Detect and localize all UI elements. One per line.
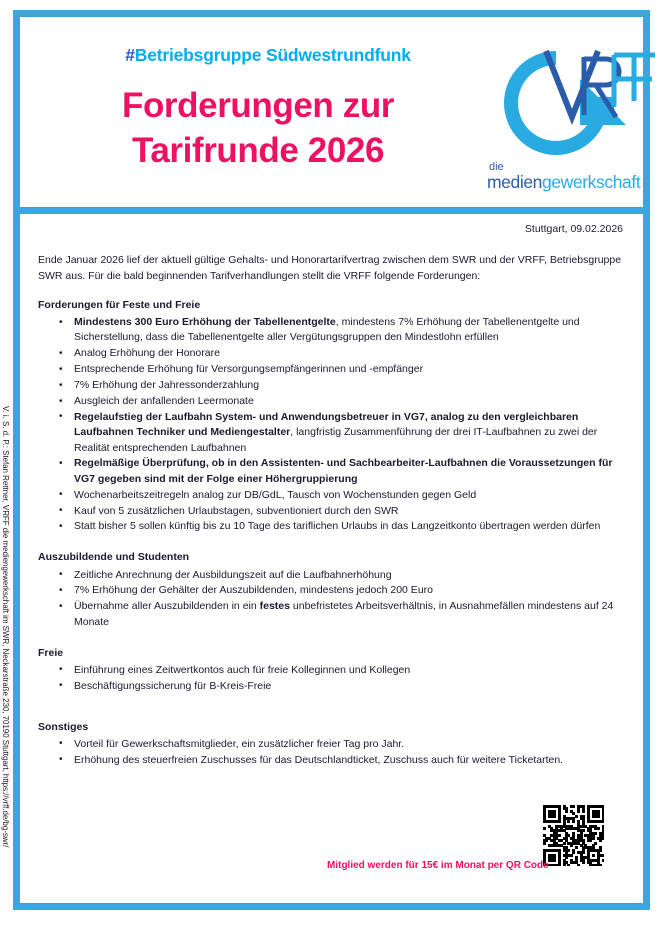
- logo-tagline-gewerkschaft: gewerkschaft: [542, 172, 641, 192]
- list-item: [38, 737, 623, 752]
- membership-call-to-action: Mitglied werden für 15€ im Monat per QR Code: [327, 860, 549, 871]
- qr-code-icon[interactable]: [543, 805, 604, 866]
- list-item: [38, 583, 623, 598]
- intro-paragraph: Ende Januar 2026 lief der aktuell gültige Gehalts- und Honorartarifvertrag zwischen dem SWR und der VRFF, Betriebsgruppe SWR aus. Für die bald beginnenden Tarifverhandlungen stellt die VRFF folgende Forderungen:: [38, 254, 622, 282]
- list-item-text: Kauf von 5 zusätzlichen Urlaubstagen, subventioniert durch den SWR: [74, 504, 399, 517]
- list-item: [38, 504, 623, 519]
- list-item: [38, 346, 623, 361]
- list-freie: [38, 663, 623, 694]
- list-item-text: Ausgleich der anfallenden Leermonate: [74, 395, 254, 408]
- header-banner: [20, 17, 643, 207]
- list-feste-freie: [38, 315, 623, 535]
- logo-tagline-die: die: [489, 161, 504, 173]
- body-content: [38, 222, 623, 769]
- logo-tagline-medien: medien: [487, 172, 542, 192]
- list-item-text: Zeitliche Anrechnung der Ausbildungszeit auf die Laufbahnerhöhung: [74, 568, 392, 581]
- list-item: [38, 394, 623, 409]
- list-item-text: Beschäftigungssicherung für B-Kreis-Freie: [74, 679, 272, 692]
- page-title-line-1: Forderungen zur: [121, 86, 395, 125]
- list-item: [38, 315, 623, 346]
- list-item: [38, 599, 623, 630]
- list-item-bold: Regelaufstieg der Laufbahn System- und Anwendungsbetreuer in VG7, analog zu den vergleichbaren Laufbahnen Techniker und Mediengestalter: [74, 410, 579, 439]
- list-item-text: Statt bisher 5 sollen künftig bis zu 10 Tage des tariflichen Urlaubs in das Langzeitkonto übertragen werden dürfen: [74, 520, 601, 533]
- imprint-vertical-text: V. i. S. d. P.: Stefan Rettner, VRFF die mediengewerkschaft im SWR, Neckarstraße 230, 70190 Stuttgart, https://vrff.de/bg-swr/: [1, 406, 10, 848]
- place-and-date: Stuttgart, 09.02.2026: [524, 223, 623, 235]
- list-item-text: Erhöhung des steuerfreien Zuschusses für das Deutschlandticket, Zuschuss auch für weitere Ticketarten.: [74, 753, 564, 766]
- logo-tagline-word: [487, 173, 657, 192]
- list-item-bold: festes: [259, 600, 290, 613]
- list-item-text: Wochenarbeitszeitregeln analog zur DB/GdL, Tausch von Wochenstunden gegen Geld: [74, 488, 477, 501]
- list-item-bold: Mindestens 300 Euro Erhöhung der Tabellenentgelte: [74, 316, 336, 329]
- hashtag-text: Betriebsgruppe Südwestrundfunk: [134, 45, 411, 65]
- page-title: [48, 83, 468, 173]
- section-heading-feste-freie: Forderungen für Feste und Freie: [38, 298, 201, 311]
- hashtag-line: [68, 45, 468, 66]
- list-item-text: 7% Erhöhung der Gehälter der Auszubildenden, mindestens jedoch 200 Euro: [74, 584, 433, 597]
- spacer: [38, 631, 623, 646]
- list-item-text: , mindestens 7% Erhöhung der Tabellenentgelte und Sicherstellung, dass die Tabellenentgelte aller Vergütungsgruppen den Mindestlohn erfüllen: [74, 316, 580, 344]
- list-item-text: Analog Erhöhung der Honorare: [74, 347, 220, 360]
- list-item: [38, 663, 623, 678]
- list-item-bold: Regelmäßige Überprüfung, ob in den Assistenten- und Sachbearbeiter-Laufbahnen die Voraussetzungen für VG7 gegeben sind mit der Folge einer Höhergruppierung: [74, 457, 613, 485]
- list-item-text: Einführung eines Zeitwertkontos auch für freie Kolleginnen und Kollegen: [74, 663, 411, 676]
- list-item: [38, 568, 623, 583]
- section-heading-sonstiges: Sonstiges: [38, 720, 89, 733]
- qr-code-canvas: [543, 805, 604, 866]
- spacer: [38, 695, 623, 720]
- list-item: [38, 753, 623, 768]
- list-item-text-post: unbefristetes Arbeitsverhältnis, in Ausnahmefällen mindestens auf 24 Monate: [74, 600, 614, 628]
- list-item: [38, 362, 623, 377]
- list-item-text-pre: Übernahme aller Auszubildenden in ein: [74, 600, 260, 613]
- spacer: [38, 535, 623, 550]
- list-item: [38, 378, 623, 393]
- page-title-line-2: Tarifrunde 2026: [131, 131, 385, 170]
- list-item: [38, 519, 623, 534]
- section-heading-freie: Freie: [38, 646, 64, 659]
- list-item-text: Vorteil für Gewerkschaftsmitglieder, ein zusätzlicher freier Tag pro Jahr.: [74, 737, 405, 750]
- list-item: [38, 410, 623, 456]
- list-item: [38, 456, 623, 487]
- list-item: [38, 488, 623, 503]
- list-auszubildende: [38, 568, 623, 630]
- list-sonstiges: [38, 737, 623, 768]
- vrff-logo-mark: [480, 39, 655, 164]
- vrff-logo: [480, 39, 655, 217]
- list-item-text: , langfristig Zusammenführung der drei IT-Laufbahnen zu zwei der Realität entsprechenden Laufbahnen: [74, 426, 598, 454]
- hashtag-symbol: #: [125, 45, 135, 65]
- list-item-text: Entsprechende Erhöhung für Versorgungsempfängerinnen und -empfänger: [74, 363, 424, 376]
- list-item: [38, 679, 623, 694]
- section-heading-auszubildende: Auszubildende und Studenten: [38, 551, 190, 564]
- list-item-text: 7% Erhöhung der Jahressonderzahlung: [74, 379, 260, 392]
- logo-tagline: [487, 161, 657, 192]
